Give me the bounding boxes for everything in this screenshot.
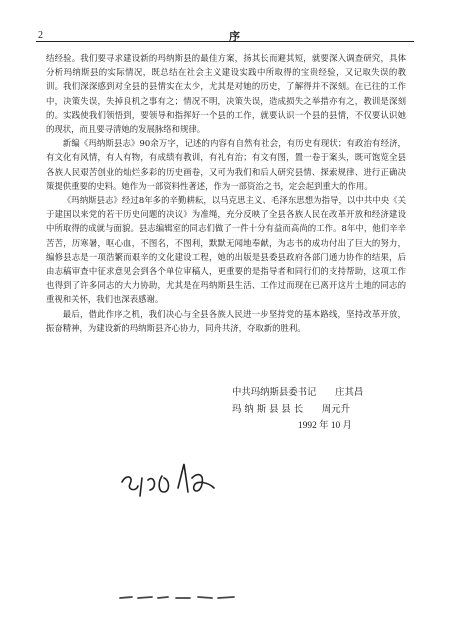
handwritten-mark — [118, 462, 228, 504]
signature-party-secretary: 中共玛纳斯县委书记 庄其昌 — [232, 387, 364, 398]
header-rule — [36, 41, 414, 42]
paragraph-1: 结经验。我们要寻求建设新的玛纳斯县的最佳方案，扬其长而避其短，就要深入调查研究，具体分析玛纳斯县的实际情况，既总结在社会主义建设实践中所取得的宝贵经验，又记取失误的教训。我们深深感到对全县的县情实在太少，尤其是对她的历史，了解得并不深刻。在已往的工作中，决策失误，失掉良机之事有之；情况不明，决策失误，造成损失之举措亦有之，教训是深刻的。实践使我们领悟到，要领导和指挥好一个县的工作，就要认识一个县的县情，不仅要认识她的现状，而且要寻清她的发展脉络和规律。 — [46, 53, 406, 135]
paragraph-3: 《玛纳斯县志》经过8年多的辛勤耕耘，以马克思主义、毛泽东思想为指导，以中共中央《关于建国以来党的若干历史问题的决议》为准绳，充分反映了全县各族人民在改革开放和经济建设中所取得的成就与面貌。县志编辑室的同志们做了一件十分有益而高尚的工作。8年中，他们辛辛苦苦，历寒暑，呕心血，不图名，不图利，默默无闻地奉献，为志书的成功付出了巨大的努力，编修县志是一项浩繁而艰辛的文化建设工程，她的出版是县委县政府各部门通力协作的结果，后由志稿审查中征求意见会到各个单位审稿人，更重要的是指导者和同行们的支持帮助，这项工作也得到了许多同志的大力协助，尤其是在玛纳斯县生活、工作过而现在已离开这片土地的同志的重视和关怀，我们也深表感谢。 — [46, 195, 406, 305]
scan-smudge — [118, 593, 238, 601]
paragraph-2: 新编《玛纳斯县志》90余万字，记述的内容有自然有社会，有历史有现状；有政治有经济，有文化有风情，有人有物，有成绩有教训，有礼有治；有文有图，置一卷于案头，既可饱览全县各族人民艰苦创业的灿烂多彩的历史画卷，又可为我们和后人研究县情、探索规律、进行正确决策提供重要的史料。她作为一部资料性著述，作为一部资治之书，定会起到重大的作用。 — [46, 138, 406, 191]
signature-county-head: 玛 纳 斯 县 县 长 周元升 — [232, 404, 351, 415]
page-number: 2 — [38, 30, 43, 41]
signature-date: 1992 年 10 月 — [298, 421, 352, 431]
preface-body — [46, 51, 406, 335]
page-header — [24, 26, 426, 42]
running-title: 序 — [229, 30, 240, 43]
paragraph-4: 最后，借此作序之机，我们决心与全县各族人民进一步坚持党的基本路线，坚持改革开放，振奋精神，为建设新的玛纳斯县齐心协力，同舟共济，夺取新的胜利。 — [46, 308, 406, 333]
